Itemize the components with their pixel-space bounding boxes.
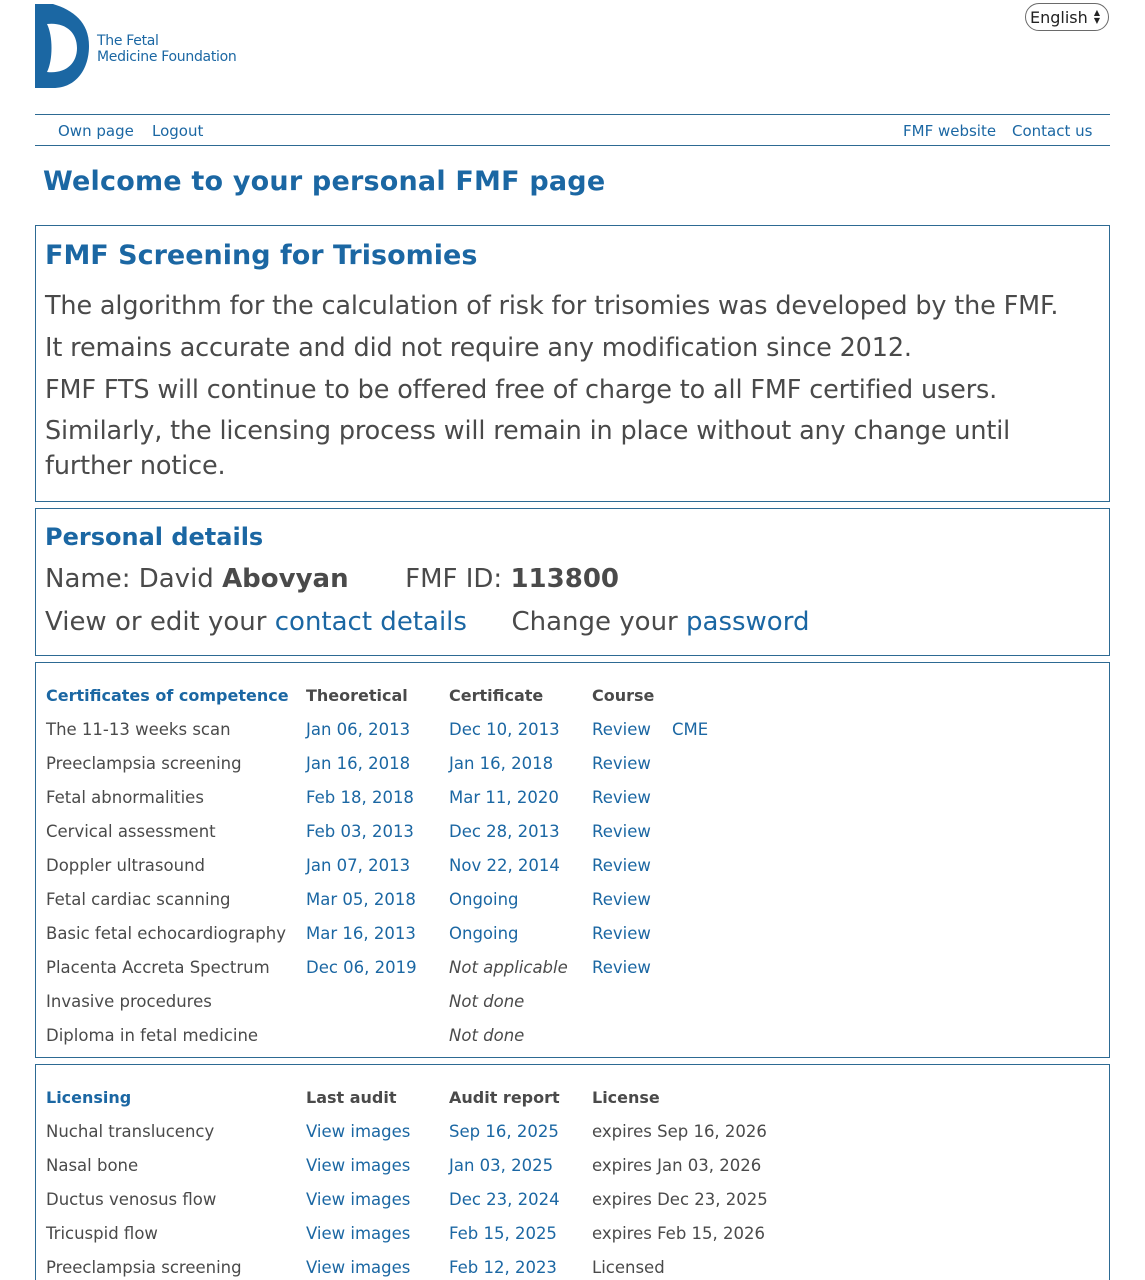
table-row bbox=[46, 1182, 768, 1216]
trisomies-paragraph: Similarly, the licensing process will remain in place without any change until further notice. bbox=[45, 416, 1011, 481]
cme-link[interactable]: CME bbox=[672, 719, 709, 739]
nav-contact-us[interactable]: Contact us bbox=[1012, 122, 1093, 140]
personal-details-panel bbox=[35, 508, 1110, 656]
review-link[interactable]: Review bbox=[592, 821, 651, 841]
table-row bbox=[46, 1250, 768, 1280]
table-row bbox=[46, 848, 708, 882]
logo-text bbox=[97, 33, 236, 65]
cert-name: Diploma in fetal medicine bbox=[46, 1025, 259, 1045]
empty-cell bbox=[672, 984, 708, 1018]
cert-name: Invasive procedures bbox=[46, 991, 212, 1011]
empty-cell bbox=[592, 1018, 672, 1052]
view-images-link[interactable]: View images bbox=[306, 1155, 411, 1175]
view-edit-text: View or edit your bbox=[45, 607, 267, 637]
certificate-status: Not applicable bbox=[449, 957, 568, 977]
language-selected-value: English bbox=[1030, 7, 1088, 27]
trisomies-title: FMF Screening for Trisomies bbox=[45, 240, 478, 271]
contact-details-link[interactable]: contact details bbox=[274, 607, 467, 637]
audit-report-link[interactable]: Dec 23, 2024 bbox=[449, 1189, 560, 1209]
certificate-date-link[interactable]: Mar 11, 2020 bbox=[449, 787, 559, 807]
cert-name: Doppler ultrasound bbox=[46, 855, 205, 875]
license-status: expires Dec 23, 2025 bbox=[592, 1189, 768, 1209]
col-extra bbox=[672, 678, 708, 712]
name-label: Name: David bbox=[45, 564, 214, 594]
licensing-header-row bbox=[46, 1080, 768, 1114]
license-name: Nuchal translucency bbox=[46, 1121, 215, 1141]
certificate-date-link[interactable]: Dec 10, 2013 bbox=[449, 719, 560, 739]
review-link[interactable]: Review bbox=[592, 855, 651, 875]
table-row bbox=[46, 882, 708, 916]
empty-cell bbox=[672, 1018, 708, 1052]
cert-name: Cervical assessment bbox=[46, 821, 216, 841]
personal-links-line bbox=[45, 607, 809, 637]
license-status: expires Sep 16, 2026 bbox=[592, 1121, 767, 1141]
theoretical-date-link[interactable]: Feb 03, 2013 bbox=[306, 821, 414, 841]
table-row bbox=[46, 746, 708, 780]
nav-own-page[interactable]: Own page bbox=[58, 122, 134, 140]
table-row bbox=[46, 984, 708, 1018]
license-name: Ductus venosus flow bbox=[46, 1189, 217, 1209]
table-row bbox=[46, 1114, 768, 1148]
audit-report-link[interactable]: Feb 12, 2023 bbox=[449, 1257, 557, 1277]
certificate-date-link[interactable]: Dec 28, 2013 bbox=[449, 821, 560, 841]
fmf-id-value: 113800 bbox=[510, 564, 620, 594]
cert-name: Preeclampsia screening bbox=[46, 753, 242, 773]
view-images-link[interactable]: View images bbox=[306, 1121, 411, 1141]
table-row bbox=[46, 712, 708, 746]
certificate-status: Not done bbox=[449, 991, 525, 1011]
personal-name-line bbox=[45, 564, 619, 594]
col-theoretical: Theoretical bbox=[306, 685, 408, 705]
certificates-title: Certificates of competence bbox=[46, 685, 289, 705]
cert-name: Fetal cardiac scanning bbox=[46, 889, 231, 909]
empty-cell bbox=[672, 848, 708, 882]
review-link[interactable]: Review bbox=[592, 889, 651, 909]
empty-cell bbox=[306, 1018, 449, 1052]
empty-cell bbox=[672, 882, 708, 916]
password-link[interactable]: password bbox=[686, 607, 810, 637]
theoretical-date-link[interactable]: Jan 07, 2013 bbox=[306, 855, 411, 875]
empty-cell bbox=[672, 780, 708, 814]
cert-name: The 11-13 weeks scan bbox=[46, 719, 231, 739]
certificate-status-link[interactable]: Ongoing bbox=[449, 889, 519, 909]
empty-cell bbox=[672, 746, 708, 780]
col-audit-report: Audit report bbox=[449, 1087, 560, 1107]
review-link[interactable]: Review bbox=[592, 787, 651, 807]
top-nav bbox=[35, 114, 1110, 146]
trisomies-paragraph: It remains accurate and did not require any modification since 2012. bbox=[45, 333, 912, 363]
surname: Abovyan bbox=[222, 564, 349, 594]
empty-cell bbox=[672, 950, 708, 984]
audit-report-link[interactable]: Jan 03, 2025 bbox=[449, 1155, 554, 1175]
review-link[interactable]: Review bbox=[592, 923, 651, 943]
certificate-date-link[interactable]: Nov 22, 2014 bbox=[449, 855, 560, 875]
language-select[interactable] bbox=[1025, 3, 1109, 31]
theoretical-date-link[interactable]: Mar 05, 2018 bbox=[306, 889, 416, 909]
empty-cell bbox=[672, 814, 708, 848]
audit-report-link[interactable]: Feb 15, 2025 bbox=[449, 1223, 557, 1243]
empty-cell bbox=[592, 984, 672, 1018]
license-status: Licensed bbox=[592, 1257, 665, 1277]
theoretical-date-link[interactable]: Feb 18, 2018 bbox=[306, 787, 414, 807]
review-link[interactable]: Review bbox=[592, 753, 651, 773]
review-link[interactable]: Review bbox=[592, 957, 651, 977]
empty-cell bbox=[306, 984, 449, 1018]
table-row bbox=[46, 814, 708, 848]
audit-report-link[interactable]: Sep 16, 2025 bbox=[449, 1121, 559, 1141]
change-password-text: Change your bbox=[511, 607, 678, 637]
certificates-header-row bbox=[46, 678, 708, 712]
select-arrows-icon: ▲ ▼ bbox=[1093, 8, 1100, 25]
cert-name: Fetal abnormalities bbox=[46, 787, 204, 807]
fmf-id-label: FMF ID: bbox=[405, 564, 503, 594]
fmf-logo-icon bbox=[33, 2, 93, 92]
logo-line-1: The Fetal bbox=[97, 33, 159, 49]
view-images-link[interactable]: View images bbox=[306, 1223, 411, 1243]
certificate-status-link[interactable]: Ongoing bbox=[449, 923, 519, 943]
nav-logout[interactable]: Logout bbox=[152, 122, 204, 140]
theoretical-date-link[interactable]: Dec 06, 2019 bbox=[306, 957, 417, 977]
theoretical-date-link[interactable]: Jan 06, 2013 bbox=[306, 719, 411, 739]
table-row bbox=[46, 1216, 768, 1250]
license-status: expires Jan 03, 2026 bbox=[592, 1155, 762, 1175]
logo-line-2: Medicine Foundation bbox=[97, 49, 237, 65]
license-status: expires Feb 15, 2026 bbox=[592, 1223, 766, 1243]
table-row bbox=[46, 1018, 708, 1052]
cert-name: Placenta Accreta Spectrum bbox=[46, 957, 270, 977]
personal-details-title: Personal details bbox=[45, 523, 264, 551]
col-license: License bbox=[592, 1087, 660, 1107]
table-row bbox=[46, 780, 708, 814]
page-title: Welcome to your personal FMF page bbox=[43, 166, 606, 197]
license-name: Tricuspid flow bbox=[46, 1223, 158, 1243]
col-last-audit: Last audit bbox=[306, 1087, 397, 1107]
license-name: Nasal bone bbox=[46, 1155, 139, 1175]
trisomies-paragraph: FMF FTS will continue to be offered free of charge to all FMF certified users. bbox=[45, 375, 998, 405]
view-images-link[interactable]: View images bbox=[306, 1189, 411, 1209]
licensing-panel bbox=[35, 1064, 1110, 1280]
licensing-table bbox=[46, 1080, 768, 1280]
theoretical-date-link[interactable]: Mar 16, 2013 bbox=[306, 923, 416, 943]
license-name: Preeclampsia screening bbox=[46, 1257, 242, 1277]
empty-cell bbox=[672, 916, 708, 950]
nav-fmf-website[interactable]: FMF website bbox=[903, 122, 997, 140]
trisomies-panel bbox=[35, 225, 1110, 502]
trisomies-text bbox=[45, 288, 1095, 490]
trisomies-paragraph: The algorithm for the calculation of risk for trisomies was developed by the FMF. bbox=[45, 291, 1059, 321]
theoretical-date-link[interactable]: Jan 16, 2018 bbox=[306, 753, 411, 773]
certificate-status: Not done bbox=[449, 1025, 525, 1045]
certificate-date-link[interactable]: Jan 16, 2018 bbox=[449, 753, 554, 773]
view-images-link[interactable]: View images bbox=[306, 1257, 411, 1277]
certificates-table bbox=[46, 678, 708, 1052]
licensing-title: Licensing bbox=[46, 1087, 132, 1107]
cert-name: Basic fetal echocardiography bbox=[46, 923, 286, 943]
table-row bbox=[46, 950, 708, 984]
table-row bbox=[46, 1148, 768, 1182]
certificates-panel bbox=[35, 662, 1110, 1058]
col-course: Course bbox=[592, 685, 655, 705]
table-row bbox=[46, 916, 708, 950]
review-link[interactable]: Review bbox=[592, 719, 651, 739]
col-certificate: Certificate bbox=[449, 685, 544, 705]
